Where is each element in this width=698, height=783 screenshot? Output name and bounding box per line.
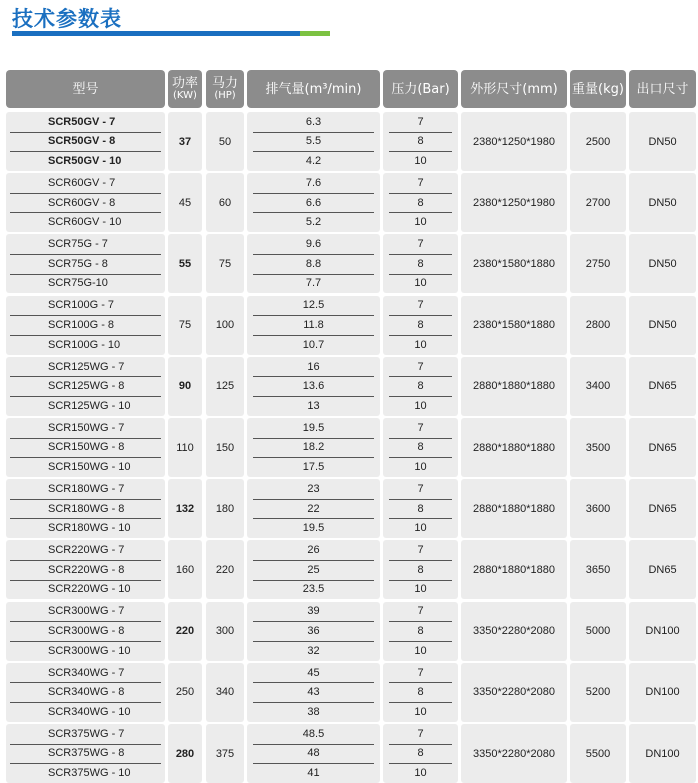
header-weight	[570, 70, 626, 108]
model-name: SCR180WG - 10	[48, 522, 131, 535]
power-hp-cell: 220	[206, 540, 244, 599]
pressure-cell	[383, 418, 458, 477]
outlet-cell: DN50	[629, 112, 696, 171]
row-divider	[10, 212, 161, 213]
row-divider	[10, 580, 161, 581]
row-divider	[253, 315, 374, 316]
pressure-value: 8	[417, 380, 424, 393]
row-divider	[10, 744, 161, 745]
row-divider	[10, 254, 161, 255]
row-divider	[253, 438, 374, 439]
model-name: SCR180WG - 7	[48, 482, 125, 495]
air-flow-value: 45	[307, 666, 320, 679]
weight-cell: 3400	[570, 357, 626, 416]
air-flow-cell	[247, 234, 380, 293]
weight-cell: 3600	[570, 479, 626, 538]
power-hp-cell: 125	[206, 357, 244, 416]
weight-cell: 2500	[570, 112, 626, 171]
pressure-value: 10	[414, 277, 427, 290]
air-flow-value: 19.5	[302, 421, 325, 434]
pressure-value: 7	[417, 299, 424, 312]
row-divider	[10, 682, 161, 683]
pressure-value: 8	[417, 624, 424, 637]
pressure-value: 8	[417, 257, 424, 270]
air-flow-value: 4.2	[305, 154, 322, 167]
row-divider	[10, 151, 161, 152]
model-name: SCR125WG - 7	[48, 360, 125, 373]
pressure-cell	[383, 234, 458, 293]
model-name: SCR60GV - 10	[48, 216, 122, 229]
row-divider	[389, 744, 452, 745]
air-flow-value: 5.2	[305, 216, 322, 229]
air-flow-value: 6.3	[305, 115, 322, 128]
pressure-value: 10	[414, 705, 427, 718]
header-power-kw-unit: (KW)	[173, 90, 197, 101]
dimensions-cell: 2380*1250*1980	[461, 173, 567, 232]
row-divider	[10, 376, 161, 377]
air-flow-cell	[247, 112, 380, 171]
pressure-value: 10	[414, 460, 427, 473]
air-flow-cell	[247, 479, 380, 538]
row-divider	[253, 132, 374, 133]
air-flow-cell	[247, 418, 380, 477]
row-divider	[253, 518, 374, 519]
row-divider	[10, 499, 161, 500]
pressure-cell	[383, 296, 458, 355]
row-divider	[253, 457, 374, 458]
row-divider	[389, 621, 452, 622]
power-hp-cell: 100	[206, 296, 244, 355]
row-divider	[253, 274, 374, 275]
row-divider	[10, 335, 161, 336]
table-row	[6, 663, 696, 722]
model-name: SCR75G - 7	[48, 238, 108, 251]
row-divider	[389, 560, 452, 561]
row-divider	[389, 315, 452, 316]
row-divider	[389, 335, 452, 336]
dimensions-cell: 2380*1250*1980	[461, 112, 567, 171]
outlet-cell: DN50	[629, 296, 696, 355]
header-air-flow-label: 排气量(m³/min)	[265, 81, 362, 97]
table-row	[6, 479, 696, 538]
row-divider	[389, 763, 452, 764]
row-divider	[253, 641, 374, 642]
table-row	[6, 602, 696, 661]
header-model	[6, 70, 165, 108]
power-hp-cell: 50	[206, 112, 244, 171]
air-flow-value: 38	[307, 705, 320, 718]
pressure-cell	[383, 357, 458, 416]
row-divider	[389, 457, 452, 458]
pressure-value: 10	[414, 338, 427, 351]
row-divider	[10, 193, 161, 194]
weight-cell: 3500	[570, 418, 626, 477]
row-divider	[10, 702, 161, 703]
air-flow-value: 17.5	[302, 460, 325, 473]
dimensions-cell: 2880*1880*1880	[461, 357, 567, 416]
dimensions-cell: 2880*1880*1880	[461, 418, 567, 477]
pressure-value: 7	[417, 727, 424, 740]
header-dimensions	[461, 70, 567, 108]
air-flow-value: 19.5	[302, 522, 325, 535]
table-row	[6, 234, 696, 293]
power-kw-cell: 37	[168, 112, 202, 171]
row-divider	[389, 151, 452, 152]
header-pressure-label: 压力(Bar)	[391, 81, 450, 97]
air-flow-value: 13	[307, 399, 320, 412]
dimensions-cell: 2380*1580*1880	[461, 296, 567, 355]
model-name: SCR180WG - 8	[48, 502, 125, 515]
pressure-value: 10	[414, 154, 427, 167]
air-flow-value: 23.5	[302, 583, 325, 596]
row-divider	[253, 744, 374, 745]
row-divider	[389, 682, 452, 683]
model-cell	[6, 296, 165, 355]
row-divider	[389, 396, 452, 397]
row-divider	[253, 396, 374, 397]
row-divider	[389, 499, 452, 500]
header-model-label: 型号	[72, 81, 99, 97]
header-air-flow	[247, 70, 380, 108]
pressure-value: 7	[417, 544, 424, 557]
pressure-value: 7	[417, 666, 424, 679]
table-row	[6, 296, 696, 355]
dimensions-cell: 3350*2280*2080	[461, 602, 567, 661]
pressure-value: 8	[417, 318, 424, 331]
model-cell	[6, 234, 165, 293]
model-cell	[6, 602, 165, 661]
pressure-value: 10	[414, 766, 427, 779]
air-flow-value: 41	[307, 766, 320, 779]
pressure-value: 7	[417, 176, 424, 189]
model-name: SCR50GV - 7	[48, 115, 116, 128]
model-cell	[6, 479, 165, 538]
model-name: SCR300WG - 8	[48, 624, 125, 637]
model-cell	[6, 540, 165, 599]
model-cell	[6, 357, 165, 416]
row-divider	[253, 499, 374, 500]
power-hp-cell: 180	[206, 479, 244, 538]
row-divider	[253, 151, 374, 152]
row-divider	[10, 274, 161, 275]
weight-cell: 5500	[570, 724, 626, 783]
weight-cell: 5200	[570, 663, 626, 722]
pressure-value: 8	[417, 502, 424, 515]
pressure-cell	[383, 173, 458, 232]
air-flow-value: 6.6	[305, 196, 322, 209]
air-flow-cell	[247, 296, 380, 355]
model-name: SCR220WG - 10	[48, 583, 131, 596]
power-kw-cell: 75	[168, 296, 202, 355]
outlet-cell: DN65	[629, 540, 696, 599]
air-flow-value: 18.2	[302, 441, 325, 454]
row-divider	[389, 274, 452, 275]
model-name: SCR375WG - 8	[48, 747, 125, 760]
air-flow-value: 39	[307, 605, 320, 618]
model-cell	[6, 724, 165, 783]
power-kw-cell: 160	[168, 540, 202, 599]
row-divider	[253, 763, 374, 764]
row-divider	[389, 438, 452, 439]
model-cell	[6, 112, 165, 171]
air-flow-value: 8.8	[305, 257, 322, 270]
pressure-value: 8	[417, 747, 424, 760]
power-kw-cell: 45	[168, 173, 202, 232]
dimensions-cell: 2380*1580*1880	[461, 234, 567, 293]
pressure-value: 10	[414, 216, 427, 229]
pressure-value: 10	[414, 644, 427, 657]
model-name: SCR300WG - 7	[48, 605, 125, 618]
air-flow-value: 7.7	[305, 277, 322, 290]
model-name: SCR100G - 7	[48, 299, 115, 312]
title-underline-green	[300, 31, 330, 36]
row-divider	[10, 438, 161, 439]
header-power-hp	[206, 70, 244, 108]
row-divider	[10, 560, 161, 561]
power-hp-cell: 340	[206, 663, 244, 722]
outlet-cell: DN100	[629, 724, 696, 783]
model-name: SCR220WG - 7	[48, 544, 125, 557]
power-hp-cell: 300	[206, 602, 244, 661]
table-row	[6, 418, 696, 477]
row-divider	[253, 580, 374, 581]
pressure-value: 7	[417, 605, 424, 618]
row-divider	[389, 212, 452, 213]
air-flow-cell	[247, 724, 380, 783]
header-outlet	[629, 70, 696, 108]
outlet-cell: DN50	[629, 173, 696, 232]
table-row	[6, 724, 696, 783]
row-divider	[389, 254, 452, 255]
power-hp-cell: 60	[206, 173, 244, 232]
row-divider	[10, 518, 161, 519]
pressure-value: 8	[417, 441, 424, 454]
header-power-hp-label: 马力	[211, 76, 238, 91]
model-name: SCR50GV - 10	[48, 154, 122, 167]
model-name: SCR125WG - 8	[48, 380, 125, 393]
row-divider	[389, 641, 452, 642]
air-flow-value: 9.6	[305, 238, 322, 251]
pressure-cell	[383, 479, 458, 538]
power-hp-cell: 150	[206, 418, 244, 477]
air-flow-value: 13.6	[302, 380, 325, 393]
model-name: SCR100G - 10	[48, 338, 121, 351]
model-name: SCR220WG - 8	[48, 563, 125, 576]
model-name: SCR125WG - 10	[48, 399, 131, 412]
title-underline	[12, 31, 330, 36]
air-flow-value: 43	[307, 686, 320, 699]
row-divider	[10, 457, 161, 458]
row-divider	[253, 193, 374, 194]
table-row	[6, 173, 696, 232]
header-power-hp-unit: (HP)	[214, 90, 236, 101]
row-divider	[253, 212, 374, 213]
model-name: SCR150WG - 7	[48, 421, 125, 434]
outlet-cell: DN65	[629, 479, 696, 538]
air-flow-cell	[247, 663, 380, 722]
header-power-kw-label: 功率	[171, 76, 198, 91]
power-hp-cell: 75	[206, 234, 244, 293]
row-divider	[389, 518, 452, 519]
outlet-cell: DN100	[629, 602, 696, 661]
page-title: 技术参数表	[12, 7, 122, 31]
power-kw-cell: 220	[168, 602, 202, 661]
model-cell	[6, 663, 165, 722]
row-divider	[253, 560, 374, 561]
model-name: SCR60GV - 7	[48, 176, 116, 189]
air-flow-cell	[247, 540, 380, 599]
model-name: SCR340WG - 7	[48, 666, 125, 679]
air-flow-cell	[247, 357, 380, 416]
weight-cell: 3650	[570, 540, 626, 599]
row-divider	[253, 254, 374, 255]
model-name: SCR150WG - 8	[48, 441, 125, 454]
air-flow-value: 11.8	[303, 318, 324, 331]
model-name: SCR100G - 8	[48, 318, 115, 331]
row-divider	[10, 396, 161, 397]
dimensions-cell: 3350*2280*2080	[461, 724, 567, 783]
row-divider	[10, 763, 161, 764]
pressure-value: 8	[417, 196, 424, 209]
pressure-cell	[383, 602, 458, 661]
pressure-cell	[383, 540, 458, 599]
pressure-value: 8	[417, 135, 424, 148]
weight-cell: 2750	[570, 234, 626, 293]
pressure-cell	[383, 663, 458, 722]
row-divider	[389, 193, 452, 194]
title-underline-blue	[12, 31, 300, 36]
power-kw-cell: 250	[168, 663, 202, 722]
pressure-cell	[383, 112, 458, 171]
pressure-value: 7	[417, 421, 424, 434]
model-name: SCR375WG - 10	[48, 766, 131, 779]
header-dimensions-label: 外形尺寸(mm)	[470, 81, 558, 97]
air-flow-value: 22	[307, 502, 320, 515]
model-name: SCR150WG - 10	[48, 460, 131, 473]
air-flow-cell	[247, 173, 380, 232]
model-name: SCR60GV - 8	[48, 196, 116, 209]
power-kw-cell: 132	[168, 479, 202, 538]
pressure-value: 7	[417, 115, 424, 128]
power-hp-cell: 375	[206, 724, 244, 783]
air-flow-value: 26	[307, 544, 320, 557]
pressure-value: 10	[414, 583, 427, 596]
model-name: SCR375WG - 7	[48, 727, 125, 740]
weight-cell: 2700	[570, 173, 626, 232]
air-flow-value: 23	[307, 482, 320, 495]
power-kw-cell: 110	[168, 418, 202, 477]
pressure-value: 10	[414, 522, 427, 535]
row-divider	[389, 132, 452, 133]
air-flow-value: 32	[307, 644, 320, 657]
model-name: SCR300WG - 10	[48, 644, 131, 657]
row-divider	[253, 621, 374, 622]
header-power-kw	[168, 70, 202, 108]
table-row	[6, 112, 696, 171]
outlet-cell: DN65	[629, 418, 696, 477]
header-pressure	[383, 70, 458, 108]
pressure-value: 8	[417, 686, 424, 699]
row-divider	[253, 376, 374, 377]
header-weight-label: 重量(kg)	[572, 81, 624, 97]
power-kw-cell: 90	[168, 357, 202, 416]
power-kw-cell: 55	[168, 234, 202, 293]
pressure-value: 7	[417, 360, 424, 373]
table-row	[6, 540, 696, 599]
power-kw-cell: 280	[168, 724, 202, 783]
model-cell	[6, 173, 165, 232]
row-divider	[389, 376, 452, 377]
model-name: SCR340WG - 8	[48, 686, 125, 699]
row-divider	[10, 315, 161, 316]
air-flow-value: 48	[307, 747, 320, 760]
model-name: SCR50GV - 8	[48, 135, 116, 148]
header-outlet-label: 出口尺寸	[636, 81, 689, 97]
air-flow-cell	[247, 602, 380, 661]
row-divider	[253, 682, 374, 683]
air-flow-value: 5.5	[305, 135, 322, 148]
weight-cell: 2800	[570, 296, 626, 355]
outlet-cell: DN65	[629, 357, 696, 416]
air-flow-value: 10.7	[302, 338, 325, 351]
air-flow-value: 25	[307, 563, 320, 576]
pressure-value: 7	[417, 238, 424, 251]
model-name: SCR75G-10	[48, 277, 108, 290]
pressure-value: 8	[417, 563, 424, 576]
air-flow-value: 16	[307, 360, 320, 373]
dimensions-cell: 2880*1880*1880	[461, 540, 567, 599]
dimensions-cell: 2880*1880*1880	[461, 479, 567, 538]
row-divider	[10, 621, 161, 622]
row-divider	[10, 132, 161, 133]
pressure-value: 7	[417, 482, 424, 495]
pressure-value: 10	[414, 399, 427, 412]
row-divider	[253, 702, 374, 703]
air-flow-value: 36	[307, 624, 320, 637]
outlet-cell: DN50	[629, 234, 696, 293]
outlet-cell: DN100	[629, 663, 696, 722]
row-divider	[389, 702, 452, 703]
air-flow-value: 7.6	[305, 176, 322, 189]
model-name: SCR340WG - 10	[48, 705, 131, 718]
air-flow-value: 48.5	[302, 727, 325, 740]
row-divider	[10, 641, 161, 642]
model-cell	[6, 418, 165, 477]
table-row	[6, 357, 696, 416]
model-name: SCR75G - 8	[48, 257, 108, 270]
row-divider	[389, 580, 452, 581]
row-divider	[253, 335, 374, 336]
dimensions-cell: 3350*2280*2080	[461, 663, 567, 722]
weight-cell: 5000	[570, 602, 626, 661]
air-flow-value: 12.5	[302, 299, 325, 312]
pressure-cell	[383, 724, 458, 783]
